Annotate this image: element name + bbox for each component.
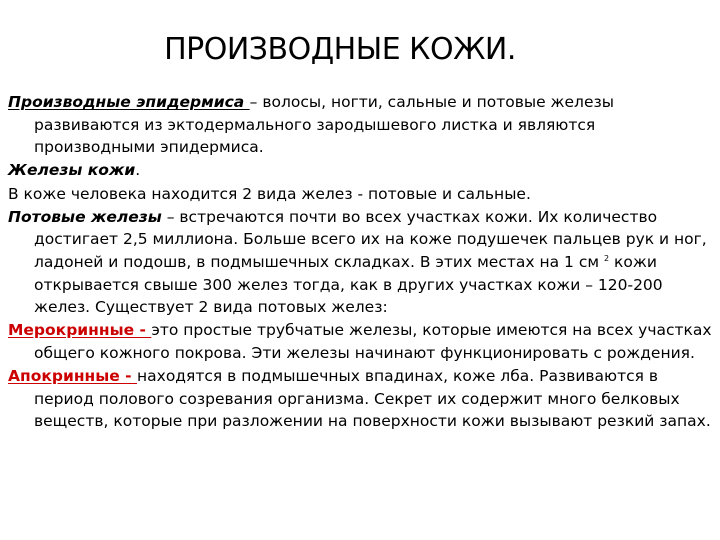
paragraph-gland-types xyxy=(8,183,714,206)
term-apocrine: Апокринные - xyxy=(8,367,138,386)
text-epidermis-derivatives: – волосы, ногти, сальные и потовые железы развиваются из эктодермального зародышевого листка и являются производными эпидермиса. xyxy=(34,93,614,157)
paragraph-epidermis-derivatives xyxy=(8,91,714,159)
term-merocrine: Мерокринные - xyxy=(8,321,152,340)
superscript-two: 2 xyxy=(603,253,610,263)
slide-title: ПРОИЗВОДНЫЕ КОЖИ. xyxy=(164,32,516,67)
paragraph-merocrine xyxy=(8,319,714,364)
paragraph-skin-glands xyxy=(8,159,714,182)
term-epidermis-derivatives: Производные эпидермиса xyxy=(8,93,250,111)
text-sweat-glands-1: – встречаются почти во всех участках кожи. Их количество достигает 2,5 миллиона. Больше всего их на коже подушечек пальцев рук и ног, ладоней и подошв, в подмышечных складках. В этих местах на 1 см xyxy=(34,207,707,271)
text-apocrine: находятся в подмышечных впадинах, коже лба. Развиваются в период полового созревания организма. Секрет их содержит много белковых веществ, которые при разложении на поверхности кожи вызывают резкий запах. xyxy=(34,367,711,431)
paragraph-sweat-glands xyxy=(8,206,714,319)
text-merocrine: это простые трубчатые железы, которые имеются на всех участках общего кожного покрова. Эти железы начинают функционировать с рождения. xyxy=(34,321,712,362)
term-skin-glands: Железы кожи xyxy=(8,161,136,180)
text-gland-types: В коже человека находится 2 вида желез - потовые и сальные. xyxy=(8,184,531,203)
text-sweat-glands-2: кожи открывается свыше 300 желез тогда, как в других участках кожи – 120-200 желез. Существует 2 вида потовых желез: xyxy=(34,252,663,317)
paragraph-apocrine xyxy=(8,365,714,433)
term-sweat-glands: Потовые железы xyxy=(8,207,162,226)
slide-body xyxy=(8,91,714,433)
text-skin-glands: . xyxy=(135,161,141,180)
